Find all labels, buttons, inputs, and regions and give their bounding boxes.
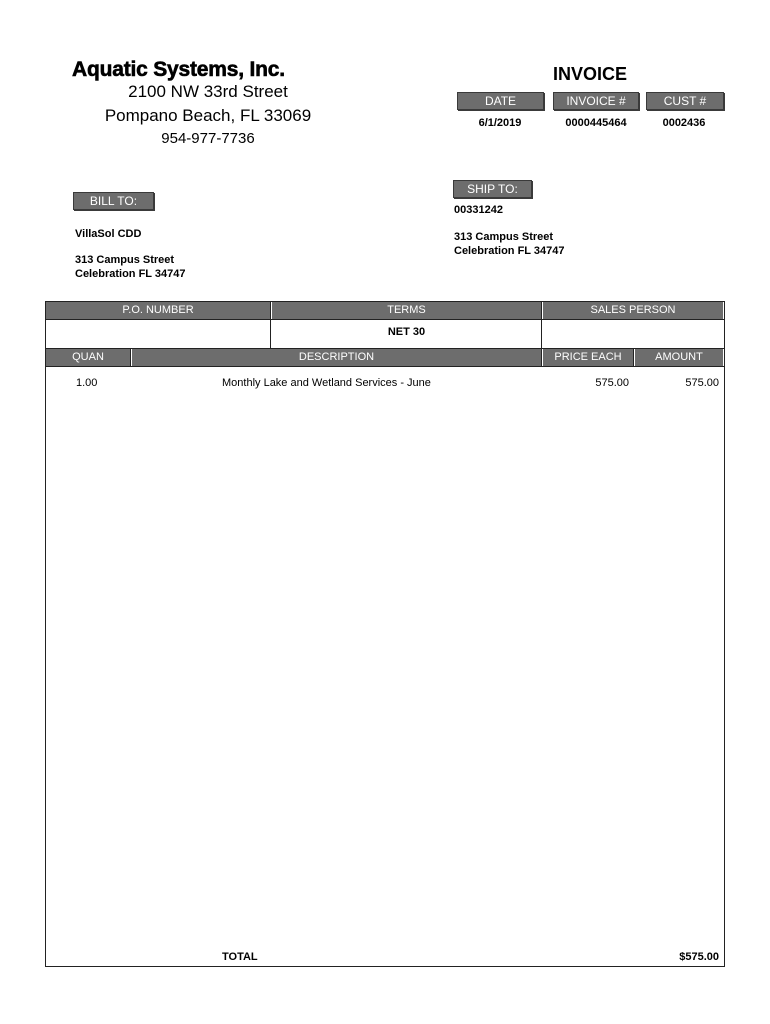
company-city: Pompano Beach, FL 33069: [104, 106, 312, 125]
amount-header: AMOUNT: [635, 349, 723, 366]
ship-to-street: 313 Campus Street: [454, 231, 554, 243]
bill-to-city: Celebration FL 34747: [75, 268, 186, 280]
item-amount: 575.00: [685, 377, 719, 389]
description-header: DESCRIPTION: [132, 349, 541, 366]
ship-to-label: SHIP TO:: [453, 180, 532, 198]
total-label: TOTAL: [222, 951, 258, 963]
terms-value: NET 30: [387, 326, 426, 338]
divider: [130, 349, 131, 366]
cust-number-label: CUST #: [646, 92, 724, 110]
bill-to-label: BILL TO:: [73, 192, 154, 210]
divider: [541, 302, 542, 348]
company-name: Aquatic Systems, Inc.: [72, 58, 285, 81]
invoice-date: 6/1/2019: [478, 117, 522, 129]
terms-header: TERMS: [272, 302, 541, 319]
bill-to-name: VillaSol CDD: [75, 228, 142, 240]
invoice-number: 0000445464: [565, 117, 627, 129]
divider: [45, 366, 724, 367]
divider: [270, 302, 271, 348]
item-quan: 1.00: [76, 377, 98, 389]
quan-header: QUAN: [46, 349, 130, 366]
cust-number: 0002436: [662, 117, 706, 129]
company-phone: 954-977-7736: [161, 130, 255, 147]
price-each-header: PRICE EACH: [543, 349, 633, 366]
divider: [633, 349, 634, 366]
item-price-each: 575.00: [595, 377, 629, 389]
ship-to-city: Celebration FL 34747: [454, 245, 565, 257]
bill-to-street: 313 Campus Street: [75, 254, 175, 266]
po-number-header: P.O. NUMBER: [46, 302, 270, 319]
total-value: $575.00: [679, 951, 719, 963]
divider: [541, 349, 542, 366]
invoice-number-label: INVOICE #: [553, 92, 639, 110]
sales-person-header: SALES PERSON: [543, 302, 723, 319]
date-label: DATE: [457, 92, 544, 110]
invoice-title: INVOICE: [552, 64, 627, 84]
item-description: Monthly Lake and Wetland Services - June: [222, 377, 431, 389]
company-street: 2100 NW 33rd Street: [128, 82, 288, 101]
invoice-table-frame: [45, 301, 725, 967]
ship-to-code: 00331242: [454, 204, 503, 216]
divider: [45, 319, 724, 320]
